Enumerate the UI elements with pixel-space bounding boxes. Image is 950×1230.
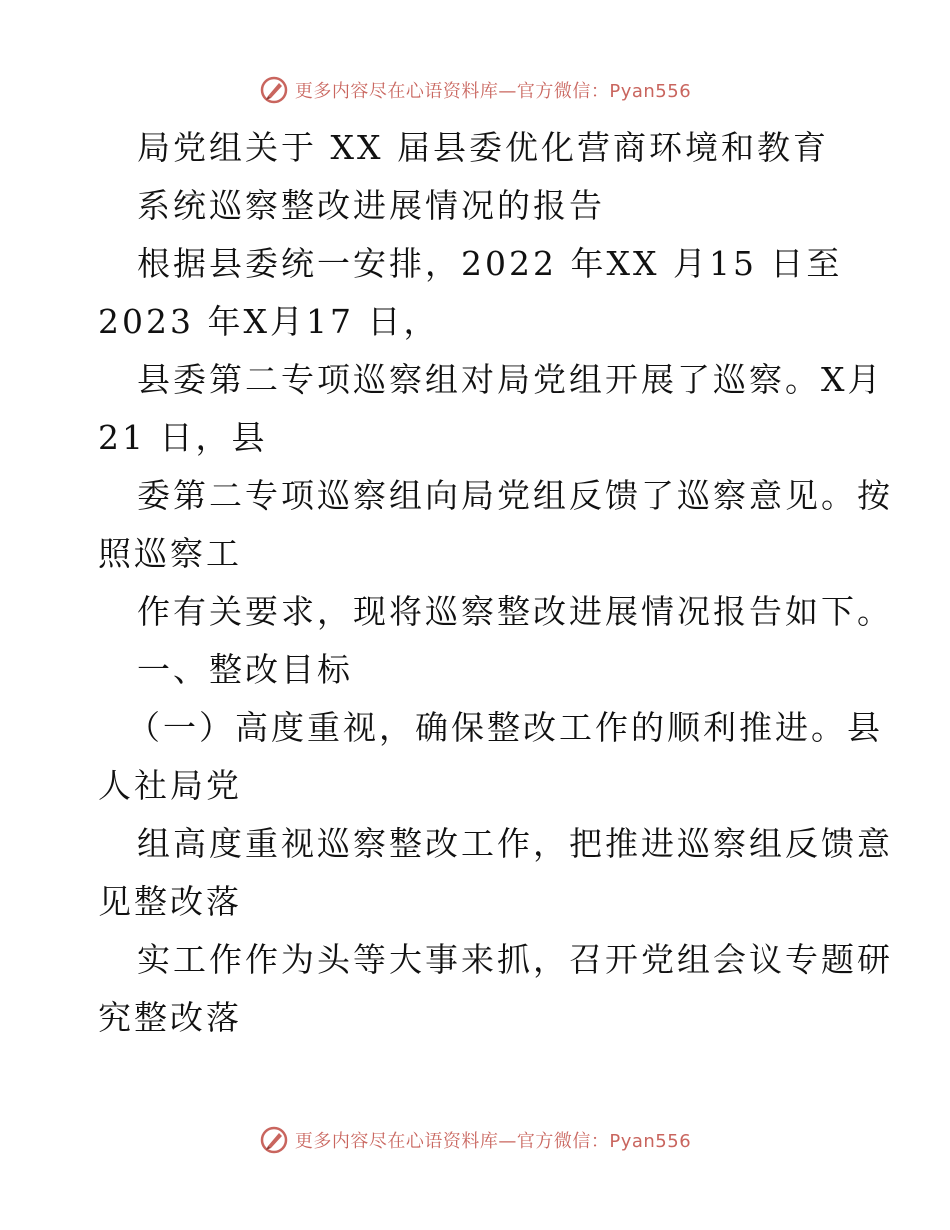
- paragraph-line: 委第二专项巡察组向局党组反馈了巡察意见。按: [137, 476, 893, 515]
- pen-logo-icon: [259, 1125, 289, 1155]
- paragraph-line: 究整改落: [98, 998, 242, 1037]
- paragraph-line: （一）高度重视，确保整改工作的顺利推进。县: [127, 708, 883, 747]
- paragraph-line: 21 日，县: [98, 418, 268, 457]
- paragraph-line: 照巡察工: [98, 534, 242, 573]
- title-line-2: 系统巡察整改进展情况的报告: [137, 186, 605, 225]
- paragraph-line: 作有关要求，现将巡察整改进展情况报告如下。: [137, 592, 893, 631]
- paragraph-line: 组高度重视巡察整改工作，把推进巡察组反馈意: [137, 824, 893, 863]
- title-line-1: 局党组关于 XX 届县委优化营商环境和教育: [137, 128, 829, 167]
- paragraph-line: 2023 年X月17 日，: [98, 302, 440, 341]
- paragraph-line: 人社局党: [98, 766, 242, 805]
- section-heading: 一、整改目标: [137, 650, 353, 689]
- paragraph-line: 见整改落: [98, 882, 242, 921]
- footer-watermark: [0, 1123, 950, 1157]
- paragraph-line: 根据县委统一安排，2022 年XX 月15 日至: [137, 244, 843, 283]
- watermark-text: 更多内容尽在心语资料库—官方微信：Pyan556: [294, 1131, 692, 1152]
- paragraph-line: 实工作作为头等大事来抓，召开党组会议专题研: [137, 940, 893, 979]
- watermark-text: 更多内容尽在心语资料库—官方微信：Pyan556: [294, 81, 692, 102]
- paragraph-line: 县委第二专项巡察组对局党组开展了巡察。X月: [137, 360, 884, 399]
